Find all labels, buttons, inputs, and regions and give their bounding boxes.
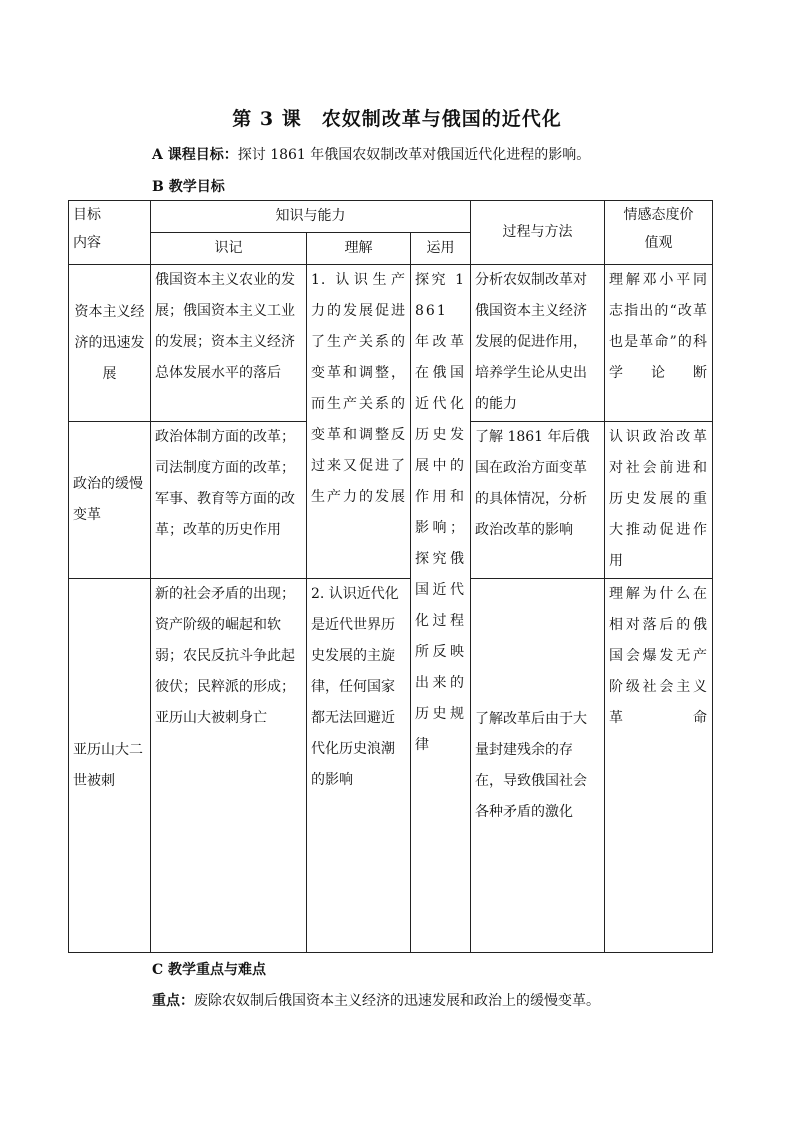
teaching-goal-label: B 教学目标 [152, 179, 225, 195]
header-content: 内容 [73, 235, 101, 251]
row-name: 政治的缓慢变革 [69, 422, 151, 579]
header-apply: 运用 [411, 233, 471, 265]
remember-cell: 俄国资本主义农业的发展；俄国资本主义工业的发展；资本主义经济总体发展水平的落后 [151, 265, 307, 422]
header-understand: 理解 [307, 233, 411, 265]
header-process: 过程与方法 [471, 201, 605, 265]
emotion-cell: 理解为什么在相对落后的俄国会爆发无产阶级社会主义革命 [605, 579, 713, 953]
course-goal-text: 探讨 1861 年俄国农奴制改革对俄国近代化进程的影响。 [237, 147, 591, 163]
teaching-goal-table [68, 200, 713, 953]
row-name: 资本主义经济的迅速发展 [69, 265, 151, 422]
header-remember: 识记 [151, 233, 307, 265]
row-name: 亚历山大二世被刺 [69, 579, 151, 953]
teaching-goal-heading [152, 176, 225, 196]
course-goal [152, 144, 590, 164]
header-emotion [605, 201, 713, 265]
emotion-cell: 理解邓小平同志指出的“改革也是革命”的科学论断 [605, 265, 713, 422]
header-target-content [69, 201, 151, 265]
process-cell: 了解 1861 年后俄国在政治方面变革的具体情况，分析政治改革的影响 [471, 422, 605, 579]
header-knowledge: 知识与能力 [151, 201, 471, 233]
key-point [152, 990, 600, 1010]
remember-cell: 新的社会矛盾的出现；资产阶级的崛起和软弱；农民反抗斗争此起彼伏；民粹派的形成；亚历山大被刺身亡 [151, 579, 307, 953]
key-difficulty-label: C 教学重点与难点 [152, 962, 267, 978]
course-goal-label: A 课程目标： [152, 147, 238, 163]
process-cell: 了解改革后由于大量封建残余的存在，导致俄国社会各种矛盾的激化 [471, 579, 605, 953]
header-emotion-line2: 值观 [644, 235, 673, 251]
process-cell: 分析农奴制改革对俄国资本主义经济发展的促进作用，培养学生论从史出的能力 [471, 265, 605, 422]
emotion-cell: 认识政治改革对社会前进和历史发展的重大推动促进作用 [605, 422, 713, 579]
understand-cell: 2. 认识近代化是近代世界历史发展的主旋律，任何国家都无法回避近代化历史浪潮的影响 [307, 579, 411, 953]
key-point-label: 重点： [152, 993, 194, 1009]
lesson-title: 第 3 课 农奴制改革与俄国的近代化 [232, 108, 562, 130]
remember-cell: 政治体制方面的改革；司法制度方面的改革；军事、教育等方面的改革；改革的历史作用 [151, 422, 307, 579]
header-emotion-line1: 情感态度价 [623, 207, 694, 223]
header-target: 目标 [73, 207, 101, 223]
key-point-text: 废除农奴制后俄国资本主义经济的迅速发展和政治上的缓慢变革。 [194, 993, 600, 1009]
key-difficulty-heading [152, 959, 266, 979]
understand-cell: 1. 认识生产力的发展促进了生产关系的变革和调整，而生产关系的变革和调整反过来又促进了生产力的发展 [307, 265, 411, 579]
apply-cell: 探究 1861 年改革在俄国近代化历史发展中的作用和影响；探究俄国近代化过程所反映出来的历史规律 [411, 265, 471, 953]
